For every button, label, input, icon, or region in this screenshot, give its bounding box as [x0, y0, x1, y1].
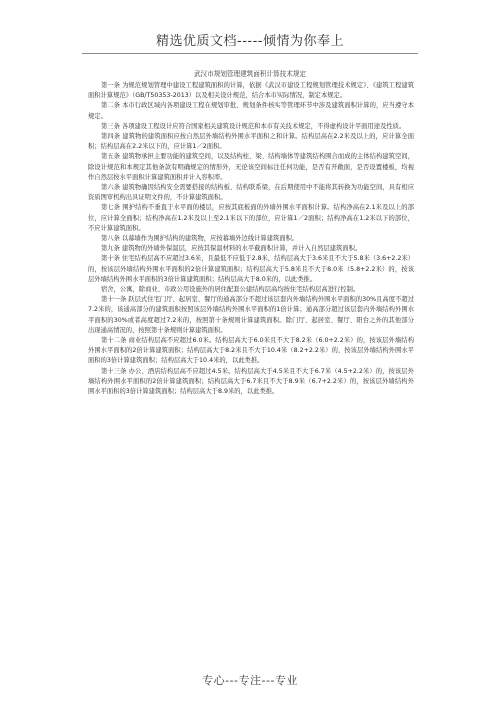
header-divider: [82, 53, 418, 54]
paragraph-article-13: 第十三条 办公、酒店结构层高不应超过4.5米。结构层高大于4.5米且不大于6.7米（4.5+2.2米）的，按该层外墙结构外围水平面积的2倍计算建筑面积；结构层高大于6.7米且不大于8.9米（6.7+2.2米）的，按该层外墙结构外围水平面积的3倍计算建筑面积；结构层高大于8.9米的，以此类推。: [88, 367, 414, 396]
document-body: [88, 81, 414, 397]
paragraph-article-10: 第十条 住宅结构层高不应超过3.6米，且最低不应低于2.8米，结构层高大于3.6米且不大于5.8米（3.6+2.2米）的，按该层外墙结构外围水平面积的2倍计算建筑面积；结构层高大于5.8米且不大于8.0米（5.8+2.2米）的，按该层外墙结构外围水平面积的3倍计算建筑面积；结构层高大于8.0米的，以此类推。: [88, 255, 414, 283]
paragraph-article-11: 第十一条 跃层式住宅门厅、起居室、餐厅的通高部分不超过该层套内外墙结构外围水平面积的30%且高度不超过7.2米的，该通高部分的建筑面积按照该层外墙结构外围水平面积的1倍计算；通高部分超过该层套内外墙结构外围水平面积的30%或者高度超过7.2米的，按照第十条规则计算建筑面积。除门厅、起居室、餐厅、阳台之外的其他部分出现通高情况的，按照第十条规则计算建筑面积。: [88, 296, 414, 334]
paragraph-article-1: 第一条 为规范规划管理中建设工程建筑面积的计算，依据《武汉市建设工程规划管理技术规定》、《建筑工程建筑面积计算规范》（GB/T50353-2013）以及相关设计规范，结合本市实际情况，制定本规定。: [88, 82, 414, 100]
paragraph-article-7: 第七条 围护结构不垂直于水平面的楼层，应按其底板面的外墙外围水平面积计算。结构净高在2.1米及以上的部位，应计算全面积；结构净高在1.2米及以上至2.1米以下的部位，应计算1／2面积；结构净高在1.2米以下的部位，不应计算建筑面积。: [88, 204, 414, 232]
paragraph-dormitory-note: 宿舍，公寓，除商业、市政公用设施外的居住配套公建结构层高均按住宅结构层高进行控制。: [101, 286, 360, 294]
document-title: 武汉市规划管理建筑面积计算技术规定: [193, 70, 307, 78]
paragraph-article-9: 第九条 建筑物的外墙外保温层，应按其保温材料的水平截面积计算，并计入自然层建筑面积。: [101, 245, 362, 253]
paragraph-article-6: 第六条 建筑物确因结构安全需要搭接的结构板、结构联系梁，在后期使用中不能将其转换为功能空间，具有相应资质图审机构出具证明文件的，不计算建筑面积。: [88, 184, 414, 202]
paragraph-article-2: 第二条 本市行政区域内各项建设工程在规划审批、规划条件核实等管理环节中涉及建筑面积计算的，应当遵守本规定。: [88, 102, 414, 120]
paragraph-article-4: 第四条 建筑物的建筑面积应按自然层外墙结构外围水平面积之和计算。结构层高在2.2米及以上的，应计算全面积；结构层高在2.2米以下的，应计算1／2面积。: [88, 133, 414, 151]
paragraph-article-12: 第十二条 商业结构层高不应超过6.0米。结构层高大于6.0米且不大于8.2米（6.0+2.2米）的，按该层外墙结构外围水平面积的2倍计算建筑面积；结构层高大于8.2米且不大于10.4米（8.2+2.2米）的，按该层外墙结构外围水平面积的3倍计算建筑面积；结构层高大于10.4米的，以此类推。: [88, 337, 414, 365]
paragraph-article-3: 第三条 各项建设工程设计应符合国家相关建筑设计规范和本市有关技术规定，不得虚构设计平面用途及性质。: [101, 122, 406, 130]
page-footer: 专心---专注---专业: [202, 674, 298, 687]
page-header: 精选优质文档-----倾情为你奉上: [156, 34, 344, 49]
paragraph-article-5: 第五条 建筑物承担主要功能的建筑空间，以及结构柱、梁、结构墙体等建筑结构围合而成的主体结构建筑空间，除设计规范和本规定其他条款有明确规定的情形外，无论该空间标注任何功能，是否有开敞面，是否设置楼板，均视作自然层按水平面积计算建筑面积并计入容积率。: [88, 153, 414, 181]
paragraph-article-8: 第八条 以幕墙作为围护结构的建筑物，应按幕墙外边线计算建筑面积。: [101, 235, 299, 243]
